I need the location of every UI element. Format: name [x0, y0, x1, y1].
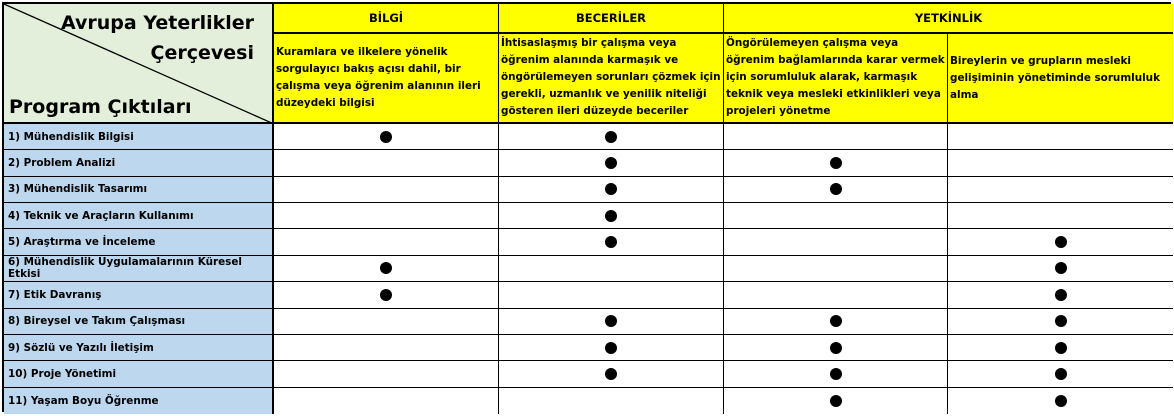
row-label: 1) Mühendislik Bilgisi [4, 124, 274, 150]
mark-cell-beceriler [499, 229, 724, 255]
mark-cell-bilgi [274, 256, 499, 282]
row-label: 2) Problem Analizi [4, 150, 274, 176]
competency-matrix-table [2, 2, 1171, 412]
bullet-dot-icon [605, 157, 617, 169]
mark-cell-bilgi [274, 203, 499, 229]
row-label: 8) Bireysel ve Takım Çalışması [4, 309, 274, 335]
bullet-dot-icon [830, 395, 842, 407]
mark-cell-bilgi [274, 177, 499, 203]
mark-cell-beceriler [499, 388, 724, 414]
mark-cell-bilgi [274, 282, 499, 308]
mark-cell-beceriler [499, 256, 724, 282]
row-label: 3) Mühendislik Tasarımı [4, 177, 274, 203]
program-outcomes-title: Program Çıktıları [9, 96, 192, 118]
mark-cell-bilgi [274, 388, 499, 414]
bullet-dot-icon [1055, 289, 1067, 301]
bullet-dot-icon [380, 131, 392, 143]
description-beceriler: İhtisaslaşmış bir çalışma veya öğrenim alanında karmaşık ve öngörülemeyen sorunları çözmek için gerekli, uzmanlık ve yenilik niteliği gösteren ileri düzeyde beceriler [499, 34, 724, 124]
mark-cell-beceriler [499, 203, 724, 229]
description-bilgi: Kuramlara ve ilkelere yönelik sorgulayıcı bakış açısı dahil, bir çalışma veya öğrenim alanının ileri düzeydeki bilgisi [274, 34, 499, 124]
mark-cell-yetkinlik-1 [724, 150, 948, 176]
row-label: 5) Araştırma ve İnceleme [4, 229, 274, 255]
mark-cell-yetkinlik-2 [948, 177, 1173, 203]
row-label: 9) Sözlü ve Yazılı İletişim [4, 335, 274, 361]
description-yetkinlik-1: Öngörülemeyen çalışma veya öğrenim bağlamlarında karar vermek için sorumluluk alarak, karmaşık teknik veya mesleki etkinlikleri veya projeleri yönetme [724, 34, 948, 124]
row-label: 11) Yaşam Boyu Öğrenme [4, 388, 274, 414]
bullet-dot-icon [1055, 368, 1067, 380]
bullet-dot-icon [605, 236, 617, 248]
mark-cell-yetkinlik-2 [948, 388, 1173, 414]
row-label: 6) Mühendislik Uygulamalarının Küresel Etkisi [4, 256, 274, 282]
bullet-dot-icon [605, 342, 617, 354]
bullet-dot-icon [380, 289, 392, 301]
mark-cell-yetkinlik-1 [724, 124, 948, 150]
mark-cell-yetkinlik-2 [948, 309, 1173, 335]
mark-cell-bilgi [274, 124, 499, 150]
mark-cell-yetkinlik-1 [724, 282, 948, 308]
row-label: 7) Etik Davranış [4, 282, 274, 308]
mark-cell-yetkinlik-1 [724, 361, 948, 387]
mark-cell-yetkinlik-2 [948, 124, 1173, 150]
row-label: 10) Proje Yönetimi [4, 361, 274, 387]
mark-cell-beceriler [499, 150, 724, 176]
bullet-dot-icon [1055, 315, 1067, 327]
bullet-dot-icon [1055, 342, 1067, 354]
bullet-dot-icon [830, 183, 842, 195]
mark-cell-yetkinlik-2 [948, 361, 1173, 387]
mark-cell-beceriler [499, 124, 724, 150]
mark-cell-bilgi [274, 150, 499, 176]
header-yetkinlik: YETKİNLİK [724, 4, 1173, 34]
mark-cell-bilgi [274, 229, 499, 255]
mark-cell-yetkinlik-1 [724, 388, 948, 414]
bullet-dot-icon [605, 315, 617, 327]
bullet-dot-icon [830, 368, 842, 380]
bullet-dot-icon [1055, 262, 1067, 274]
framework-title-line1: Avrupa Yeterlikler [60, 12, 254, 34]
bullet-dot-icon [830, 157, 842, 169]
mark-cell-bilgi [274, 309, 499, 335]
mark-cell-yetkinlik-1 [724, 309, 948, 335]
bullet-dot-icon [1055, 236, 1067, 248]
bullet-dot-icon [830, 315, 842, 327]
mark-cell-beceriler [499, 177, 724, 203]
bullet-dot-icon [380, 262, 392, 274]
header-bilgi: BİLGİ [274, 4, 499, 34]
mark-cell-yetkinlik-2 [948, 335, 1173, 361]
framework-title-line2: Çerçevesi [150, 42, 254, 64]
mark-cell-yetkinlik-1 [724, 203, 948, 229]
mark-cell-yetkinlik-1 [724, 335, 948, 361]
mark-cell-yetkinlik-2 [948, 203, 1173, 229]
mark-cell-yetkinlik-1 [724, 229, 948, 255]
bullet-dot-icon [605, 131, 617, 143]
description-yetkinlik-2: Bireylerin ve grupların mesleki gelişiminin yönetiminde sorumluluk alma [948, 34, 1173, 124]
header-beceriler: BECERİLER [499, 4, 724, 34]
mark-cell-beceriler [499, 282, 724, 308]
mark-cell-yetkinlik-1 [724, 177, 948, 203]
corner-header-cell [4, 4, 274, 124]
mark-cell-beceriler [499, 361, 724, 387]
mark-cell-yetkinlik-2 [948, 229, 1173, 255]
bullet-dot-icon [605, 183, 617, 195]
bullet-dot-icon [605, 210, 617, 222]
bullet-dot-icon [1055, 395, 1067, 407]
mark-cell-yetkinlik-2 [948, 256, 1173, 282]
bullet-dot-icon [830, 342, 842, 354]
mark-cell-beceriler [499, 335, 724, 361]
bullet-dot-icon [605, 368, 617, 380]
mark-cell-bilgi [274, 335, 499, 361]
mark-cell-yetkinlik-2 [948, 150, 1173, 176]
mark-cell-yetkinlik-1 [724, 256, 948, 282]
row-label: 4) Teknik ve Araçların Kullanımı [4, 203, 274, 229]
mark-cell-bilgi [274, 361, 499, 387]
framework-title [61, 8, 254, 68]
mark-cell-beceriler [499, 309, 724, 335]
mark-cell-yetkinlik-2 [948, 282, 1173, 308]
